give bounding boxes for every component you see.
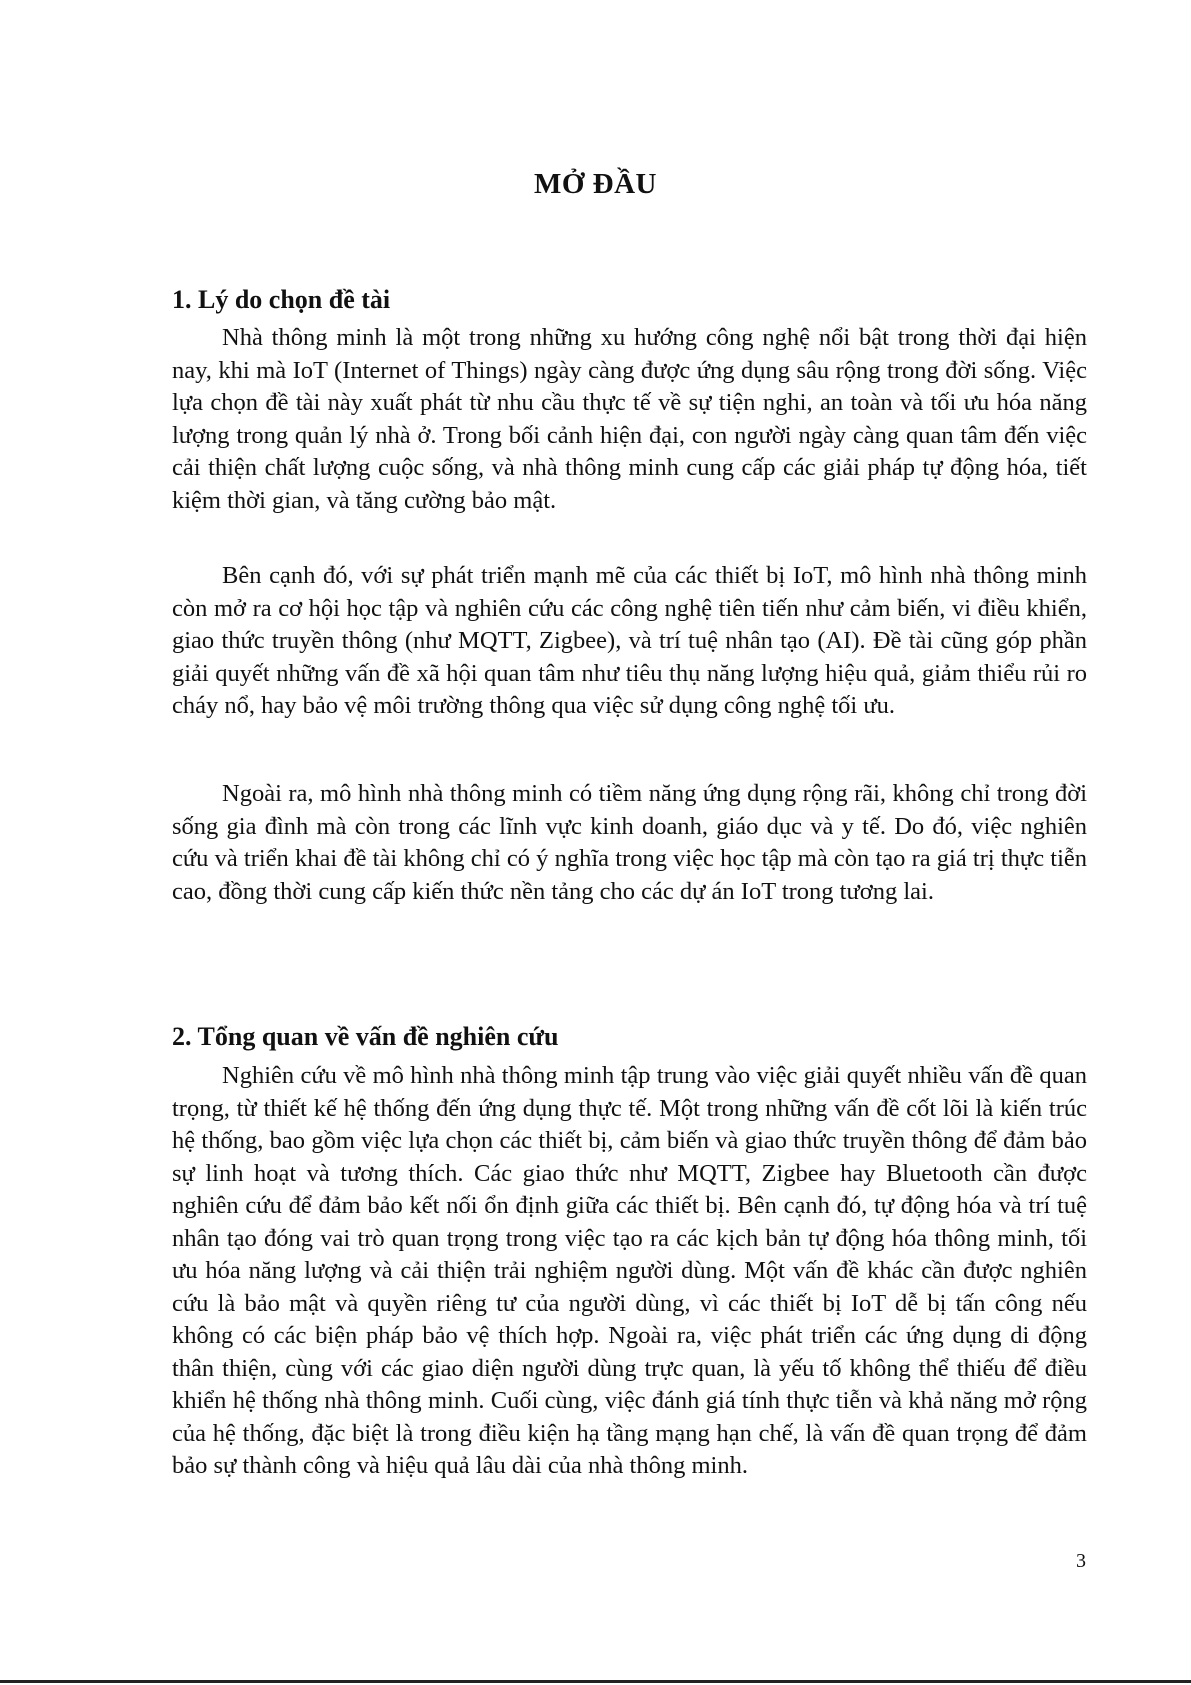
paragraph-reasons-2: Bên cạnh đó, với sự phát triển mạnh mẽ của các thiết bị IoT, mô hình nhà thông minh còn mở ra cơ hội học tập và nghiên cứu các công nghệ tiên tiến như cảm biến, vi điều khiển, giao thức truyền thông (như MQTT, Zigbee), và trí tuệ nhân tạo (AI). Đề tài cũng góp phần giải quyết những vấn đề xã hội quan tâm như tiêu thụ năng lượng hiệu quả, giảm thiểu rủi ro cháy nổ, hay bảo vệ môi trường thông qua việc sử dụng công nghệ tối ưu.	[172, 562, 1087, 719]
paragraph-overview-1: Nghiên cứu về mô hình nhà thông minh tập trung vào việc giải quyết nhiều vấn đề quan trọng, từ thiết kế hệ thống đến ứng dụng thực tế. Một trong những vấn đề cốt lõi là kiến trúc hệ thống, bao gồm việc lựa chọn các thiết bị, cảm biến và giao thức truyền thông để đảm bảo sự linh hoạt và tương thích. Các giao thức như MQTT, Zigbee hay Bluetooth cần được nghiên cứu để đảm bảo kết nối ổn định giữa các thiết bị. Bên cạnh đó, tự động hóa và trí tuệ nhân tạo đóng vai trò quan trọng trong việc tạo ra các kịch bản tự động hóa thông minh, tối ưu hóa năng lượng và cải thiện trải nghiệm người dùng. Một vấn đề khác cần được nghiên cứu là bảo mật và quyền riêng tư của người dùng, vì các thiết bị IoT dễ bị tấn công nếu không có các biện pháp bảo vệ thích hợp. Ngoài ra, việc phát triển các ứng dụng di động thân thiện, cùng với các giao diện người dùng trực quan, là yếu tố không thể thiếu để điều khiển hệ thống nhà thông minh. Cuối cùng, việc đánh giá tính thực tiễn và khả năng mở rộng của hệ thống, đặc biệt là trong điều kiện hạ tầng mạng hạn chế, là vấn đề quan trọng để đảm bảo sự thành công và hiệu quả lâu dài của nhà thông minh.	[172, 1062, 1087, 1479]
page-title: MỞ ĐẦU	[533, 168, 657, 200]
paragraph-reasons-3: Ngoài ra, mô hình nhà thông minh có tiềm năng ứng dụng rộng rãi, không chỉ trong đời sống gia đình mà còn trong các lĩnh vực kinh doanh, giáo dục và y tế. Do đó, việc nghiên cứu và triển khai đề tài không chỉ có ý nghĩa trong việc học tập mà còn tạo ra giá trị thực tiễn cao, đồng thời cung cấp kiến thức nền tảng cho các dự án IoT trong tương lai.	[172, 780, 1087, 905]
paragraph-reasons-1: Nhà thông minh là một trong những xu hướng công nghệ nổi bật trong thời đại hiện nay, khi mà IoT (Internet of Things) ngày càng được ứng dụng sâu rộng trong đời sống. Việc lựa chọn đề tài này xuất phát từ nhu cầu thực tế về sự tiện nghi, an toàn và tối ưu hóa năng lượng trong quản lý nhà ở. Trong bối cảnh hiện đại, con người ngày càng quan tâm đến việc cải thiện chất lượng cuộc sống, và nhà thông minh cung cấp các giải pháp tự động hóa, tiết kiệm thời gian, và tăng cường bảo mật.	[172, 324, 1087, 514]
footer-divider	[0, 1680, 1191, 1683]
section-heading-reasons: 1. Lý do chọn đề tài	[172, 285, 391, 314]
page-number: 3	[1076, 1550, 1086, 1572]
section-heading-overview: 2. Tổng quan về vấn đề nghiên cứu	[172, 1022, 559, 1051]
